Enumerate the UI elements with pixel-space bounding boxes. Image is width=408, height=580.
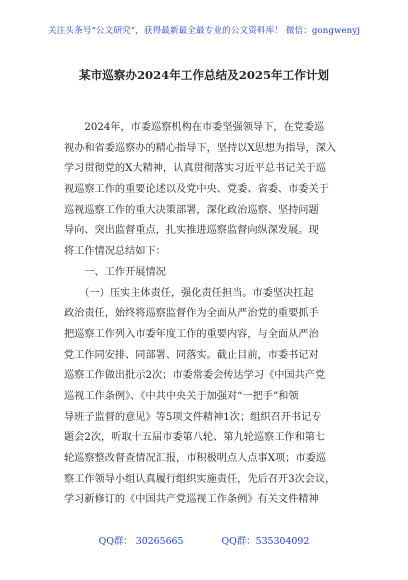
document-body	[64, 118, 346, 511]
body-line: （一）压实主体责任，强化责任担当。市委坚决扛起	[64, 287, 314, 299]
section-heading: 一、工作开展情况	[64, 266, 166, 278]
document-title: 某市巡察办2024年工作总结及2025年工作计划	[78, 68, 330, 82]
body-line: 题会2次，听取十五届市委第八轮、第九轮巡察工作和第七	[64, 432, 326, 444]
body-line: 学习贯彻党的X大精神，认真贯彻落实习近平总书记关于巡	[64, 163, 326, 175]
body-line: 巡察工作做出批示2次；市委常委会传达学习《中国共产党	[64, 370, 326, 382]
footer-qq-group-2: QQ群：535304092	[221, 536, 310, 547]
body-line: 导向、突出监督重点，扎实推进巡察监督向纵深发展。现	[64, 225, 319, 237]
body-line: 巡视工作条例》、《中共中央关于加强对“一把手”和领	[64, 390, 299, 402]
body-line: 视巡察工作的重要论述以及党中央、党委、省委、市委关于	[64, 184, 329, 196]
footer-qq-group-1: QQ群： 30265665	[98, 536, 184, 547]
body-line: 学习新修订的《中国共产党巡视工作条例》有关文件精神	[64, 494, 319, 506]
body-line: 把巡察工作列入市委年度工作的重要内容，与全面从严治	[64, 328, 319, 340]
body-line: 察工作领导小组认真履行组织实施责任，先后召开3次会议，	[64, 473, 336, 485]
body-line: 视办和省委巡察办的精心指导下，坚持以X思想为指导，深入	[64, 142, 337, 154]
body-line: 轮巡察整改督查情况汇报，市积极明点人点事X项；市委巡	[64, 453, 326, 464]
body-line: 政治责任，始终将巡察监督作为全面从严治党的重要抓手	[64, 308, 319, 320]
body-line: 巡视巡察工作的重大决策部署，深化政治巡察、坚持问题	[64, 204, 319, 216]
header-banner: 关注头条号“公文研究”，获得最新最全最专业的公文资料库！ 微信：gongwenyj	[47, 26, 361, 36]
body-line: 将工作情况总结如下：	[64, 246, 166, 258]
body-line: 导班子监督的意见》等5项文件精神1次；组织召开书记专	[64, 411, 322, 423]
body-line: 2024年，市委巡察机构在市委坚强领导下，在党委巡	[64, 122, 325, 133]
body-line: 党工作同安排、同部署、同落实。截止目前，市委书记对	[64, 349, 319, 361]
footer-contacts	[0, 533, 408, 547]
